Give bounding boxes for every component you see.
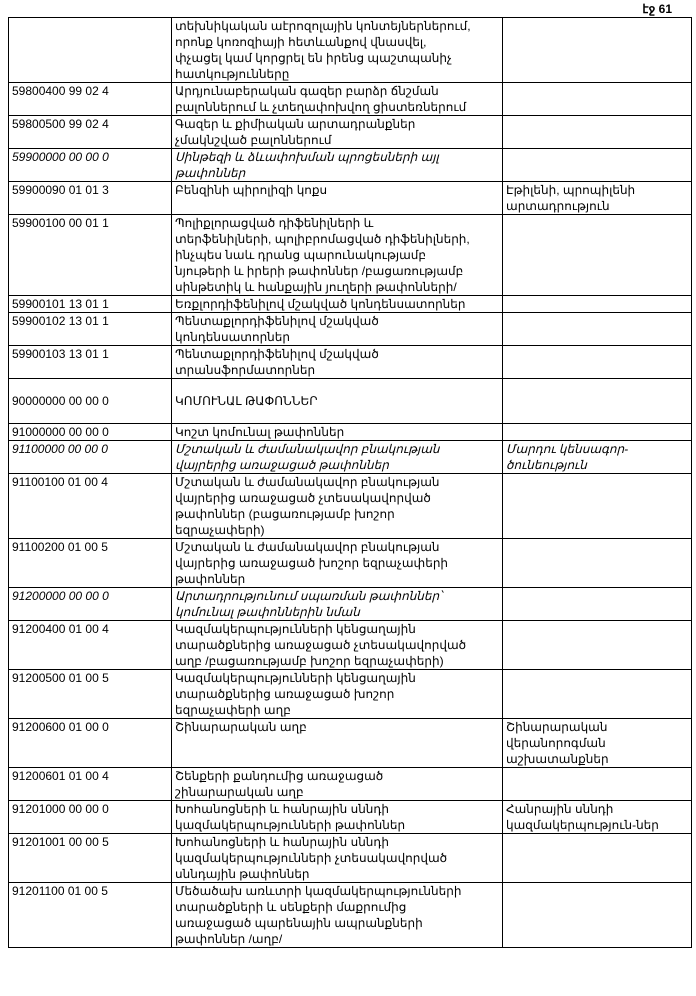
description-cell: Գազեր և քիմիական արտադրանքներ չմակնշված բալոններում (172, 116, 503, 149)
table-row (9, 116, 692, 149)
note-cell (503, 116, 692, 149)
code-cell: 91200500 01 00 5 (9, 670, 172, 719)
code-cell: 91201000 00 00 0 (9, 801, 172, 834)
note-cell (503, 670, 692, 719)
description-cell: Մշտական և ժամանակավոր բնակության վայրերից առաջացած չտեսակավորված թափոններ (բացառությամբ խոշոր եզրաչափերի) (172, 474, 503, 539)
table-row (9, 83, 692, 116)
code-cell: 91201001 00 00 5 (9, 834, 172, 883)
table-row (9, 18, 692, 83)
table-row (9, 719, 692, 768)
note-cell (503, 768, 692, 801)
code-cell: 91100100 01 00 4 (9, 474, 172, 539)
description-cell: Շենքերի քանդումից առաջացած շինարարական աղբ (172, 768, 503, 801)
description-cell: Բենզինի պիրոլիզի կոքս (172, 182, 503, 215)
description-cell: տեխնիկական աէրոզոլային կոնտեյներներում, որոնք կոռոզիայի հետևանքով վնասվել, փչացել կամ կորցրել են իրենց պաշտպանիչ հատկությունները (172, 18, 503, 83)
code-cell: 59900100 00 01 1 (9, 215, 172, 296)
code-cell (9, 18, 172, 83)
description-cell: Խոհանոցների և հանրային սննդի կազմակերպությունների չտեսակավորված սննդային թափոններ (172, 834, 503, 883)
description-cell: Կազմակերպությունների կենցաղային տարածքներից առաջացած խոշոր եզրաչափերի աղբ (172, 670, 503, 719)
note-cell: Մարդու կենսագոր- ծունեություն (503, 441, 692, 474)
page-number: էջ 61 (642, 2, 672, 16)
table-row (9, 539, 692, 588)
description-cell: Կազմակերպությունների կենցաղային տարածքներից առաջացած չտեսակավորված աղբ /բացառությամբ խոշոր եզրաչափերի) (172, 621, 503, 670)
description-cell: Մեծածախ առևտրի կազմակերպությունների տարածքների և սենքերի մաքրումից առաջացած պարենային ապրանքների թափոններ /աղբ/ (172, 883, 503, 948)
description-cell: ԿՈՄՈՒՆԱԼ ԹԱՓՈՆՆԵՐ (172, 379, 503, 424)
code-cell: 91201100 01 00 5 (9, 883, 172, 948)
note-cell (503, 539, 692, 588)
table-row (9, 768, 692, 801)
code-cell: 91200400 01 00 4 (9, 621, 172, 670)
description-cell: Կոշտ կոմունալ թափոններ (172, 424, 503, 441)
code-cell: 59800500 99 02 4 (9, 116, 172, 149)
description-cell: Պենտաքլորդիֆենիլով մշակված կոնդենսատորներ (172, 313, 503, 346)
table-row (9, 474, 692, 539)
description-cell: Պենտաքլորդիֆենիլով մշակված տրանսֆորմատորներ (172, 346, 503, 379)
note-cell: Էթիլենի, պրոպիլենի արտադրություն (503, 182, 692, 215)
code-cell: 91000000 00 00 0 (9, 424, 172, 441)
code-cell: 59900101 13 01 1 (9, 296, 172, 313)
note-cell (503, 346, 692, 379)
table-row (9, 182, 692, 215)
note-cell (503, 474, 692, 539)
table-row (9, 346, 692, 379)
table-row (9, 379, 692, 424)
code-cell: 59900000 00 00 0 (9, 149, 172, 182)
note-cell: Շինարարական վերանորոգման աշխատանքներ (503, 719, 692, 768)
code-cell: 59800400 99 02 4 (9, 83, 172, 116)
table-row (9, 296, 692, 313)
note-cell (503, 149, 692, 182)
table-row (9, 424, 692, 441)
note-cell (503, 18, 692, 83)
waste-classification-table (8, 17, 692, 948)
description-cell: Արդյունաբերական գազեր բարձր ճնշման բալոններում և չտեղափոխվող ցիստեռներում (172, 83, 503, 116)
note-cell (503, 834, 692, 883)
code-cell: 59900090 01 01 3 (9, 182, 172, 215)
table-row (9, 588, 692, 621)
code-cell: 59900103 13 01 1 (9, 346, 172, 379)
description-cell: Պոլիքլորացված դիֆենիլների և տերֆենիլների, պոլիբրոմացված դիֆենիլների, ինչպես նաև դրանց պարունակությամբ նյութերի և իրերի թափոններ /բացառությամբ սինթետիկ և հանքային յուղերի թափոնների/ (172, 215, 503, 296)
table-row (9, 313, 692, 346)
description-cell: Մշտական և ժամանակավոր բնակության վայրերից առաջացած խոշոր եզրաչափերի թափոններ (172, 539, 503, 588)
note-cell (503, 313, 692, 346)
note-cell (503, 883, 692, 948)
table-row (9, 215, 692, 296)
table-row (9, 441, 692, 474)
note-cell (503, 379, 692, 424)
description-cell: Սինթեզի և ձևափոխման պրոցեսների այլ թափոններ (172, 149, 503, 182)
note-cell (503, 296, 692, 313)
description-cell: Եռքլորդիֆենիլով մշակված կոնդենսատորներ (172, 296, 503, 313)
description-cell: Խոհանոցների և հանրային սննդի կազմակերպությունների թափոններ (172, 801, 503, 834)
description-cell: Շինարարական աղբ (172, 719, 503, 768)
table-row (9, 834, 692, 883)
table-row (9, 621, 692, 670)
table-row (9, 801, 692, 834)
code-cell: 91100000 00 00 0 (9, 441, 172, 474)
code-cell: 91200000 00 00 0 (9, 588, 172, 621)
description-cell: Մշտական և ժամանակավոր բնակության վայրերից առաջացած թափոններ (172, 441, 503, 474)
table-row (9, 149, 692, 182)
code-cell: 91200600 01 00 0 (9, 719, 172, 768)
code-cell: 91200601 01 00 4 (9, 768, 172, 801)
table-row (9, 883, 692, 948)
note-cell: Հանրային սննդի կազմակերպություն-ներ (503, 801, 692, 834)
note-cell (503, 588, 692, 621)
code-cell: 91100200 01 00 5 (9, 539, 172, 588)
description-cell: Արտադրությունում սպառման թափոններ՝ կոմունալ թափոններին նման (172, 588, 503, 621)
code-cell: 90000000 00 00 0 (9, 379, 172, 424)
note-cell (503, 83, 692, 116)
note-cell (503, 621, 692, 670)
table-row (9, 670, 692, 719)
note-cell (503, 215, 692, 296)
code-cell: 59900102 13 01 1 (9, 313, 172, 346)
note-cell (503, 424, 692, 441)
